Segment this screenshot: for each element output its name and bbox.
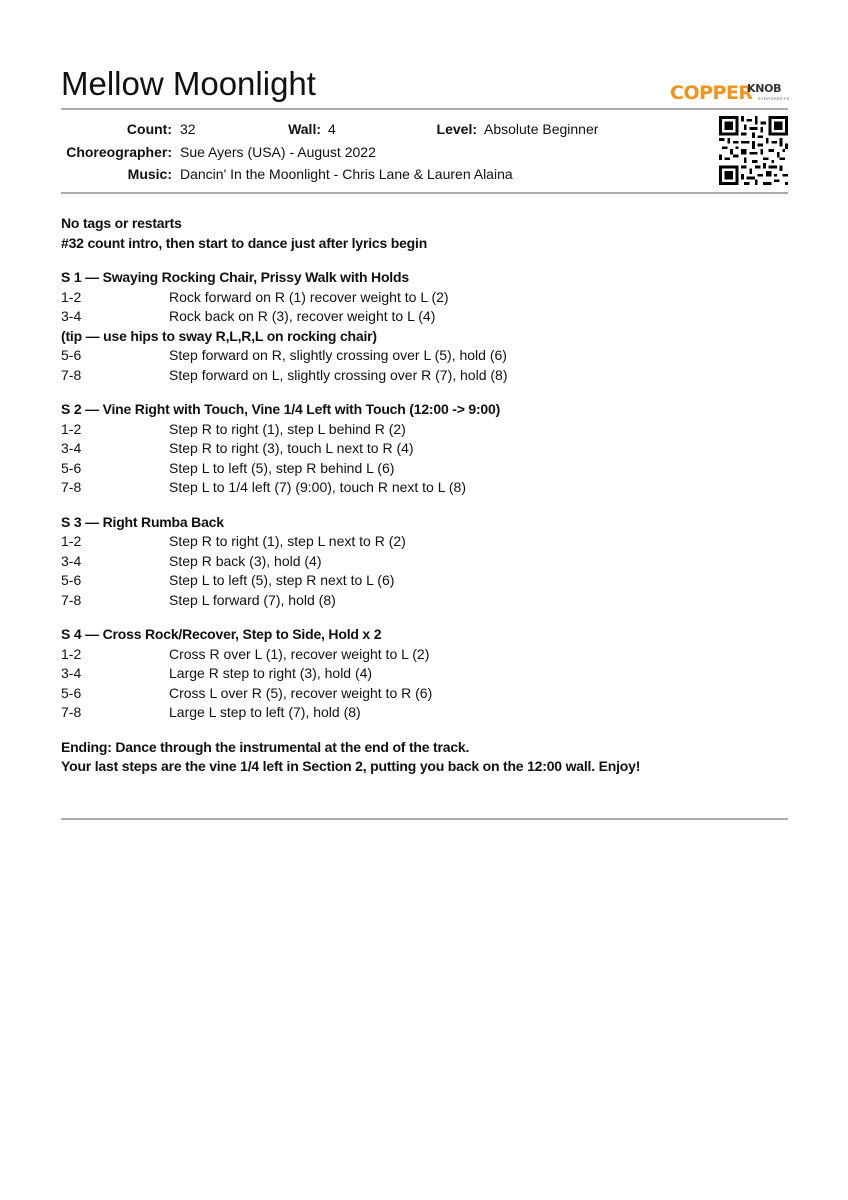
music-value: Dancin' In the Moonlight - Chris Lane & Lauren Alaina — [180, 166, 513, 182]
copperknob-logo[interactable] — [670, 82, 790, 106]
step-row — [61, 664, 788, 684]
step-desc: Cross R over L (1), recover weight to L (2) — [169, 645, 430, 662]
step-count: 1-2 — [61, 420, 82, 437]
step-count: 5-6 — [61, 572, 82, 588]
wall-label: Wall: — [288, 121, 321, 137]
step-count: 3-4 — [61, 308, 82, 324]
count-label: Count: — [126, 121, 172, 137]
logo-stepsheets-text: STEPSHEETS — [758, 96, 790, 101]
step-desc: Step L forward (7), hold (8) — [169, 591, 336, 608]
meta-divider — [61, 192, 788, 194]
stepsheet-body — [61, 214, 788, 777]
intro-line: No tags or restarts — [61, 215, 182, 231]
step-count: 7-8 — [61, 479, 82, 495]
qr-code[interactable] — [719, 116, 788, 185]
step-count: 5-6 — [61, 684, 82, 701]
step-count: 1-2 — [61, 288, 82, 305]
logo-copper-text: COPPER — [670, 82, 753, 104]
step-count: 5-6 — [61, 459, 82, 476]
step-desc: Rock forward on R (1) recover weight to L (2) — [169, 288, 449, 305]
step-row — [61, 703, 788, 723]
step-desc: Step L to 1/4 left (7) (9:00), touch R next to L (8) — [169, 479, 467, 495]
step-desc: Large R step to right (3), hold (4) — [169, 665, 373, 681]
page-title: Mellow Moonlight — [61, 65, 316, 102]
step-row — [61, 478, 788, 498]
step-row — [61, 366, 788, 386]
section-tip: (tip — use hips to sway R,L,R,L on rocking chair) — [61, 327, 377, 344]
step-desc: Step L to left (5), step R next to L (6) — [169, 572, 395, 588]
step-count: 3-4 — [61, 552, 82, 569]
step-count: 3-4 — [61, 440, 82, 456]
header-divider — [61, 108, 788, 110]
step-desc: Step R to right (1), step L behind R (2) — [169, 420, 406, 437]
step-desc: Large L step to left (7), hold (8) — [169, 704, 361, 720]
step-count: 7-8 — [61, 704, 82, 720]
choreographer-label: Choreographer: — [66, 144, 172, 160]
step-desc: Step L to left (5), step R behind L (6) — [169, 459, 395, 476]
level-value: Absolute Beginner — [484, 121, 599, 137]
step-row — [61, 591, 788, 611]
step-desc: Cross L over R (5), recover weight to R (6) — [169, 684, 433, 701]
level-label: Level: — [436, 121, 477, 137]
step-count: 7-8 — [61, 591, 82, 608]
step-count: 1-2 — [61, 645, 82, 662]
step-desc: Step forward on L, slightly crossing over R (7), hold (8) — [169, 366, 508, 383]
step-desc: Step R to right (1), step L next to R (2) — [169, 533, 406, 549]
step-row — [61, 571, 788, 591]
step-count: 1-2 — [61, 533, 82, 549]
step-desc: Step forward on R, slightly crossing over L (5), hold (6) — [169, 347, 507, 363]
section-heading: S 3 — Right Rumba Back — [61, 513, 224, 530]
step-row — [61, 645, 788, 665]
section-heading: S 2 — Vine Right with Touch, Vine 1/4 Left with Touch (12:00 -> 9:00) — [61, 401, 501, 417]
step-row — [61, 307, 788, 327]
step-count: 3-4 — [61, 665, 82, 681]
section-heading: S 1 — Swaying Rocking Chair, Prissy Walk with Holds — [61, 269, 409, 285]
step-desc: Step R back (3), hold (4) — [169, 552, 322, 569]
step-row — [61, 459, 788, 479]
music-label: Music: — [127, 166, 172, 182]
step-row — [61, 439, 788, 459]
step-row — [61, 420, 788, 440]
section-heading: S 4 — Cross Rock/Recover, Step to Side, Hold x 2 — [61, 626, 382, 642]
step-row — [61, 288, 788, 308]
logo-knob-text: KNOB — [747, 82, 782, 95]
step-row — [61, 684, 788, 704]
step-row — [61, 532, 788, 552]
wall-value: 4 — [328, 121, 336, 137]
step-count: 7-8 — [61, 366, 82, 383]
choreographer-value: Sue Ayers (USA) - August 2022 — [180, 144, 376, 160]
footer-divider — [61, 818, 788, 820]
step-desc: Step R to right (3), touch L next to R (4) — [169, 440, 414, 456]
step-row — [61, 346, 788, 366]
count-value: 32 — [180, 121, 196, 137]
ending-line: Your last steps are the vine 1/4 left in Section 2, putting you back on the 12:00 wall. Enjoy! — [61, 758, 641, 774]
step-row — [61, 552, 788, 572]
intro-line: #32 count intro, then start to dance just after lyrics begin — [61, 234, 428, 251]
step-count: 5-6 — [61, 347, 82, 363]
ending-line: Ending: Dance through the instrumental at the end of the track. — [61, 738, 470, 755]
step-desc: Rock back on R (3), recover weight to L (4) — [169, 308, 436, 324]
